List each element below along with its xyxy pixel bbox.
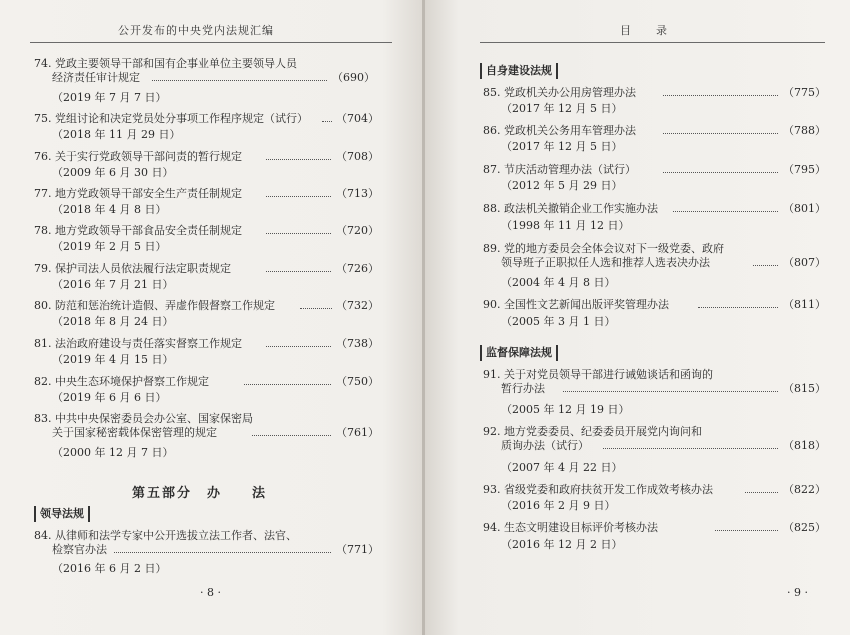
leader-dots xyxy=(266,224,331,234)
page-number: （815） xyxy=(783,382,826,395)
toc-entry[interactable] xyxy=(483,368,826,396)
entry-number: 82. xyxy=(34,375,52,388)
entry-title: 节庆活动管理办法（试行） xyxy=(504,163,636,176)
toc-entry[interactable] xyxy=(483,124,826,138)
entry-number: 84. xyxy=(34,529,52,542)
entry-title: 法治政府建设与责任落实督察工作规定 xyxy=(55,337,242,350)
leader-dots xyxy=(753,256,778,266)
page-folio: · 9 · xyxy=(787,586,808,599)
entry-title: 关于实行党政领导干部问责的暂行规定 xyxy=(55,150,242,163)
entry-date: （2016 年 2 月 9 日） xyxy=(501,499,616,512)
entry-number: 79. xyxy=(34,262,52,275)
entry-title: 党的地方委员会全体会议对下一级党委、政府 xyxy=(504,242,724,255)
page-number: （801） xyxy=(783,202,826,215)
toc-entry[interactable] xyxy=(34,299,379,313)
toc-entry[interactable] xyxy=(34,57,375,85)
toc-entry[interactable] xyxy=(483,163,826,177)
leader-dots xyxy=(663,124,778,134)
toc-entry[interactable] xyxy=(34,412,379,440)
entry-date: （2019 年 4 月 15 日） xyxy=(52,353,174,366)
header-rule xyxy=(30,42,392,43)
page-number: （775） xyxy=(783,86,826,99)
page-number: （818） xyxy=(783,439,826,452)
entry-date: （2019 年 7 月 7 日） xyxy=(52,91,167,104)
leader-dots xyxy=(300,299,332,309)
section-label: 领导法规 xyxy=(34,506,90,522)
entry-title: 政法机关撤销企业工作实施办法 xyxy=(504,202,658,215)
page-number: （720） xyxy=(336,224,379,237)
entry-date: （2004 年 4 月 8 日） xyxy=(501,276,616,289)
entry-date: （2016 年 12 月 2 日） xyxy=(501,538,623,551)
leader-dots xyxy=(715,521,778,531)
entry-number: 76. xyxy=(34,150,52,163)
entry-date: （2012 年 5 月 29 日） xyxy=(501,179,623,192)
entry-number: 86. xyxy=(483,124,501,137)
entry-date: （2017 年 12 月 5 日） xyxy=(501,140,623,153)
entry-title: 防范和惩治统计造假、弄虚作假督察工作规定 xyxy=(55,299,275,312)
page-number: （708） xyxy=(336,150,379,163)
toc-entry[interactable] xyxy=(483,242,826,270)
toc-entry[interactable] xyxy=(34,262,379,276)
entry-date: （2007 年 4 月 22 日） xyxy=(501,461,623,474)
entry-date: （2017 年 12 月 5 日） xyxy=(501,102,623,115)
entry-number: 90. xyxy=(483,298,501,311)
entry-title: 地方党政领导干部食品安全责任制规定 xyxy=(55,224,242,237)
entry-number: 75. xyxy=(34,112,52,125)
toc-entry[interactable] xyxy=(483,86,826,100)
entry-number: 83. xyxy=(34,412,52,425)
entry-title: 保护司法人员依法履行法定职责规定 xyxy=(55,262,231,275)
entry-title: 中共中央保密委员会办公室、国家保密局 xyxy=(55,412,253,425)
entry-number: 91. xyxy=(483,368,501,381)
entry-date: （2005 年 12 月 19 日） xyxy=(501,403,630,416)
page-number: （811） xyxy=(783,298,826,311)
entry-date: （2019 年 6 月 6 日） xyxy=(52,391,167,404)
entry-title: 检察官办法 xyxy=(52,543,107,556)
entry-title: 党组讨论和决定党员处分事项工作程序规定（试行） xyxy=(55,112,308,125)
entry-title: 全国性文艺新闻出版评奖管理办法 xyxy=(504,298,669,311)
part-title: 第五部分 办 法 xyxy=(132,486,268,501)
entry-number: 88. xyxy=(483,202,501,215)
toc-entry[interactable] xyxy=(483,425,826,453)
page-number: （704） xyxy=(336,112,379,125)
page-number: （713） xyxy=(336,187,379,200)
entry-date: （2018 年 8 月 24 日） xyxy=(52,315,174,328)
entry-title: 党政机关公务用车管理办法 xyxy=(504,124,636,137)
right-page xyxy=(425,0,850,635)
toc-entry[interactable] xyxy=(34,224,379,238)
running-head: 公开发布的中央党内法规汇编 xyxy=(118,24,274,37)
entry-title: 党政机关办公用房管理办法 xyxy=(504,86,636,99)
entry-date: （1998 年 11 月 12 日） xyxy=(501,219,630,232)
entry-date: （2005 年 3 月 1 日） xyxy=(501,315,616,328)
page-number: （690） xyxy=(332,71,375,84)
leader-dots xyxy=(603,439,778,449)
page-number: （822） xyxy=(783,483,826,496)
entry-title: 经济责任审计规定 xyxy=(52,71,140,84)
leader-dots xyxy=(698,298,778,308)
entry-title: 党政主要领导干部和国有企事业单位主要领导人员 xyxy=(55,57,297,70)
toc-entry[interactable] xyxy=(34,529,379,557)
entry-date: （2018 年 11 月 29 日） xyxy=(52,128,181,141)
entry-title: 暂行办法 xyxy=(501,382,545,395)
page-number: （807） xyxy=(783,256,826,269)
toc-entry[interactable] xyxy=(483,483,826,497)
entry-date: （2000 年 12 月 7 日） xyxy=(52,446,174,459)
page-folio: · 8 · xyxy=(200,586,221,599)
entry-title: 生态文明建设目标评价考核办法 xyxy=(504,521,658,534)
page-number: （825） xyxy=(783,521,826,534)
section-label: 自身建设法规 xyxy=(480,63,558,79)
leader-dots xyxy=(673,202,778,212)
entry-date: （2016 年 7 月 21 日） xyxy=(52,278,174,291)
page-number: （761） xyxy=(336,426,379,439)
entry-number: 92. xyxy=(483,425,501,438)
entry-title: 中央生态环境保护督察工作规定 xyxy=(55,375,209,388)
leader-dots xyxy=(266,262,331,272)
leader-dots xyxy=(266,150,331,160)
entry-title: 质询办法（试行） xyxy=(501,439,589,452)
entry-title: 领导班子正职拟任人选和推荐人选表决办法 xyxy=(501,256,710,269)
leader-dots xyxy=(663,86,778,96)
leader-dots xyxy=(266,337,331,347)
toc-entry[interactable] xyxy=(34,150,379,164)
leader-dots xyxy=(663,163,778,173)
entry-title: 地方党政领导干部安全生产责任制规定 xyxy=(55,187,242,200)
entry-date: （2009 年 6 月 30 日） xyxy=(52,166,174,179)
toc-entry[interactable] xyxy=(483,202,826,216)
toc-entry[interactable] xyxy=(34,337,379,351)
leader-dots xyxy=(745,483,778,493)
entry-number: 74. xyxy=(34,57,52,70)
entry-number: 77. xyxy=(34,187,52,200)
running-head: 目 录 xyxy=(620,24,668,37)
leader-dots xyxy=(563,382,778,392)
page-number: （738） xyxy=(336,337,379,350)
entry-number: 89. xyxy=(483,242,501,255)
entry-number: 80. xyxy=(34,299,52,312)
toc-entry[interactable] xyxy=(34,187,379,201)
toc-entry[interactable] xyxy=(483,521,826,535)
leader-dots xyxy=(114,543,331,553)
entry-number: 94. xyxy=(483,521,501,534)
toc-entry[interactable] xyxy=(34,375,379,389)
section-label: 监督保障法规 xyxy=(480,345,558,361)
entry-number: 93. xyxy=(483,483,501,496)
page-number: （795） xyxy=(783,163,826,176)
page-number: （771） xyxy=(336,543,379,556)
entry-title: 关于对党员领导干部进行诫勉谈话和函询的 xyxy=(504,368,713,381)
entry-number: 78. xyxy=(34,224,52,237)
entry-number: 81. xyxy=(34,337,52,350)
page-number: （726） xyxy=(336,262,379,275)
entry-title: 关于国家秘密载体保密管理的规定 xyxy=(52,426,217,439)
entry-date: （2018 年 4 月 8 日） xyxy=(52,203,167,216)
page-number: （788） xyxy=(783,124,826,137)
leader-dots xyxy=(152,71,327,81)
entry-number: 87. xyxy=(483,163,501,176)
leader-dots xyxy=(252,426,331,436)
leader-dots xyxy=(244,375,331,385)
leader-dots xyxy=(266,187,331,197)
entry-date: （2016 年 6 月 2 日） xyxy=(52,562,167,575)
entry-title: 省级党委和政府扶贫开发工作成效考核办法 xyxy=(504,483,713,496)
entry-number: 85. xyxy=(483,86,501,99)
entry-title: 地方党委委员、纪委委员开展党内询问和 xyxy=(504,425,702,438)
entry-date: （2019 年 2 月 5 日） xyxy=(52,240,167,253)
toc-entry[interactable] xyxy=(483,298,826,312)
page-number: （732） xyxy=(336,299,379,312)
entry-title: 从律师和法学专家中公开选拔立法工作者、法官、 xyxy=(55,529,297,542)
header-rule xyxy=(480,42,825,43)
page-number: （750） xyxy=(336,375,379,388)
leader-dots xyxy=(322,112,332,122)
toc-entry[interactable] xyxy=(34,112,379,126)
